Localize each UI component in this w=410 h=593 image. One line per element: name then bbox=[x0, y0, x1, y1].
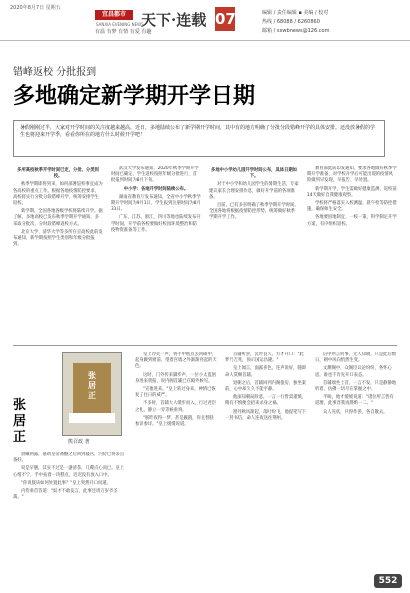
serial-paragraph: 这时，门外传来脚步声，一位小太监躬身进来禀报，说内阁首辅已在殿外候见。 bbox=[135, 372, 217, 384]
editor-credits: 编辑 / 责任编辑 ▪ 美编 / 校对 bbox=[262, 10, 329, 16]
article-paragraph: 新学期开学，学生需做好健康监测，返校前14天做好自我健康观察。 bbox=[307, 186, 397, 198]
newspaper-slogan: 有温 有梦 有情 有爱 有趣 bbox=[95, 29, 152, 35]
serial-column-1 bbox=[13, 452, 125, 572]
article-paragraph: 各地要因地制宜、一校一策，科学制定开学方案，有序组织返校。 bbox=[307, 215, 397, 227]
article-subhead: 多所高校秋季开学时间已定，分批、分类到校。 bbox=[17, 168, 99, 180]
page-header bbox=[0, 0, 410, 41]
article-paragraph: 广东、江苏、浙江、四川等地也陆续发布开学时间，开学前各校要做好校园环境整治和防疫物资准备等工作。 bbox=[111, 215, 201, 233]
serial-paragraph: 皇上冷笑一声，将手中糕点丢回碟中，起身踱到窗前，望着宫墙之外渐渐亮起的天色。 bbox=[135, 352, 217, 370]
serial-paragraph: 皇上闻言，面露喜色，连声说好，随即命人赏赐首辅。 bbox=[225, 366, 307, 378]
article-subhead: 多地中小学幼儿园开学时间公布，具体日期如下。 bbox=[211, 168, 297, 180]
article-paragraph: 对于中小学和幼儿园学生的暑期生活，专家建议家长合理安排作息，做好开学前的各项准备。 bbox=[209, 182, 299, 200]
serial-paragraph: 文渊阁中，众阁臣议论纷纷，各怀心思，谁也不肯先开口表态。 bbox=[315, 366, 392, 378]
serial-paragraph: 窗外秋风渐起，落叶纷飞，他提笔写下一封书信，命人连夜送往荆州。 bbox=[225, 409, 307, 421]
serial-author: 熊召政 著 bbox=[68, 439, 90, 445]
serial-paragraph: 他深知朝局险恶，一言一行皆需谨慎，稍有不慎便会招来杀身之祸。 bbox=[225, 395, 307, 407]
article-paragraph: 学校将严格落实入校测温、晨午检等防控措施，确保师生安全。 bbox=[307, 201, 397, 213]
serial-column-title: 张居正 bbox=[13, 398, 27, 445]
book-cover-image bbox=[62, 352, 122, 436]
section-page-number: 07 bbox=[215, 7, 235, 31]
serial-paragraph: 众人见状，只得作罢，各自散去。 bbox=[323, 409, 388, 415]
serial-column-2 bbox=[135, 352, 217, 574]
serial-paragraph: 首辅听罢，沉吟良久，方才开口："此梦乃吉兆，预示国运昌隆。" bbox=[225, 352, 304, 364]
newspaper-tagline: SANXIA EVENING NEWS bbox=[96, 22, 144, 27]
book-cover-band bbox=[69, 413, 115, 423]
email: 邮箱 / sxwbnews@126.com bbox=[262, 28, 330, 34]
article-column-2 bbox=[111, 166, 201, 341]
hotline: 热线 / 68088 / 6260860 bbox=[262, 19, 320, 25]
article-paragraph: 武汉大学发布通知，2020年秋季学期开学时间已确定，学生返校按照年级分批进行，首批报到时间为8月下旬。 bbox=[111, 166, 199, 184]
serial-paragraph: 说是早膳，其实不过是一盏清茶，几碟点心而已。皇上心绪不宁，手中拈着一块糕点，迟迟没有放入口中。 bbox=[13, 466, 125, 478]
page-number-badge: 552 bbox=[374, 574, 402, 588]
article-paragraph: 教育部此前印发通知，要求各地做好秋季学期开学准备，对学校开学后可能出现的疫情风险做到早发现、早报告、早处置。 bbox=[307, 166, 397, 184]
serial-paragraph: "你说朕该如何处置此事？"皇上突然开口问道。 bbox=[21, 480, 111, 486]
article-paragraph: 新学期，全国各地各级学校将陆续开学。据了解，多地高校已发布秋季学期开学通知，多采取分批次、分时段错峰返校方式。 bbox=[13, 209, 103, 227]
section-title: 天下·连载 bbox=[141, 11, 207, 29]
article-subhead: 中小学：各地开学时间陆续公布。 bbox=[123, 186, 189, 192]
book-cover-title: 张居正 bbox=[88, 371, 96, 400]
article-paragraph: 北京大学、清华大学等多所在京高校此前发布通知，新学期按照学生类别和年级分批报到。 bbox=[13, 229, 103, 248]
article-paragraph: 目前，已有多省明确了秋季学期开学时间。全国各地将根据疫情防控形势，统筹做好秋季学期开学工作。 bbox=[209, 203, 299, 221]
article-column-1 bbox=[13, 166, 103, 341]
serial-paragraph: 首辅端坐上首，一言不发，只是静静地听着，仿佛一切尽在掌握之中。 bbox=[315, 380, 397, 393]
serial-paragraph: 不多时，首辅大人缓步而入，行过君臣之礼，静立一旁等候垂询。 bbox=[135, 401, 217, 413]
article-column-4 bbox=[307, 166, 397, 341]
article-body bbox=[13, 166, 397, 341]
serial-paragraph: 晨曦初露，嘉靖皇帝斋醮之后回到寝宫，内侍已将茶点备好。 bbox=[13, 452, 125, 464]
article-headline: 多地确定新学期开学日期 bbox=[13, 83, 256, 109]
serial-paragraph: 半晌，他才缓缓说道："诸位所言皆有道理，此事容我再斟酌一二。" bbox=[315, 395, 394, 407]
serial-paragraph: "朕昨夜得一梦，甚是蹊跷，你且替朕参详参详。"皇上缓缓说道。 bbox=[135, 415, 214, 428]
article-lead-box: 暑假刚刚过半，大家对开学时间的关注度越来越高。近日，多地陆续公布了新学期开学时间，其中有的地方明确了分批分段错峰开学的具体安排。还没放暑假的学生也将迎来开学季，看看你所在的地方什么时候开学吧！ bbox=[13, 120, 385, 157]
serial-column-4 bbox=[315, 352, 397, 570]
article-paragraph: 秋季学期即将到来，如何部署返校事宜成为各高校的重点工作。根据各地疫情防控要求，高校将实行分批分段错峰开学，统筹安排学生返校。 bbox=[13, 182, 103, 207]
serial-paragraph: 信中所言何事，无人知晓，只是此后数日，朝中风向悄然生变。 bbox=[315, 352, 397, 364]
issue-date: 2020年8月7日 星期五 bbox=[10, 5, 61, 11]
article-kicker: 错峰返校 分批报到 bbox=[13, 67, 97, 78]
section-divider bbox=[13, 345, 397, 346]
serial-paragraph: "宣他进来。"皇上转过身来，神情已恢复了往日的威严。 bbox=[135, 387, 216, 399]
article-paragraph: 湖南省教育厅发布通知，全省中小学秋季学期开学时间为9月1日，学生报到注册时间为8月31日。 bbox=[111, 194, 201, 213]
newspaper-logo: 宜昌都市 bbox=[95, 10, 133, 20]
serial-column-3 bbox=[225, 352, 307, 574]
serial-paragraph: 内侍垂首答道："奴才不敢妄言，此事还请万岁爷圣裁。" bbox=[13, 489, 118, 501]
serial-paragraph: 退朝之后，首辅回到内阁值房，独坐案前，心中却久久不能平静。 bbox=[225, 380, 307, 393]
article-column-3 bbox=[209, 166, 299, 341]
